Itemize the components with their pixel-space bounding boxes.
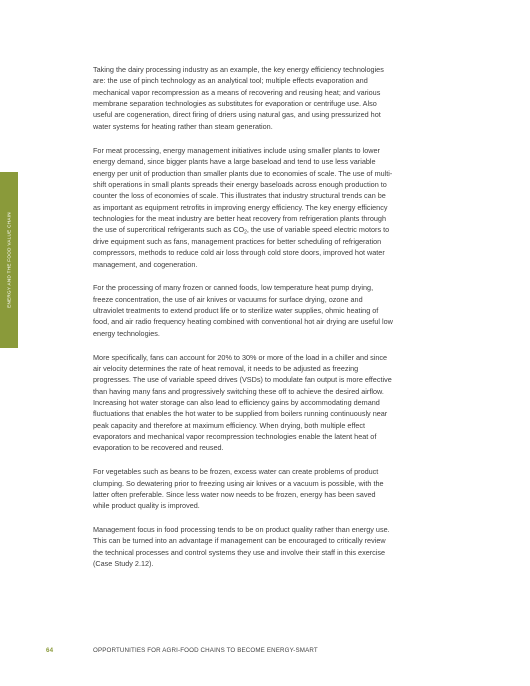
paragraph-dairy: Taking the dairy processing industry as an example, the key energy efficiency technologies are: the use of pinch technology as an analytical tool; multiple effects evaporation and mechanical vapor recompression as a means of recovering and reusing heat; and various membrane separation technologies as substitutes for evaporation or centrifuge use. Also useful are cogeneration, direct firing of driers using natural gas, and using pressurized hot water systems for heating rather than steam generation. [93,65,384,131]
paragraph-fans-chiller: More specifically, fans can account for 20% to 30% or more of the load in a chiller and since air velocity determines the rate of heat removal, it needs to be adjusted as freezing progresses. The use of variable speed drives (VSDs) to modulate fan output is more effective than having many fans and progressively switching these off to achieve the desired airflow. Increasing hot water storage can also lead to efficiency gains by accommodating demand fluctuations that enables the hot water to be supplied from boilers running continuously near peak capacity and therefore at maximum efficiency. When drying, both multiple effect evaporators and mechanical vapor recompression technologies enable the latent heat of evaporation to be recovered and reused. [93,352,392,453]
paragraph-meat-part2: , the use of variable speed electric motors to drive equipment such as fans, management practices for better scheduling of refrigeration compressors, methods to reduce cold air loss through cold store doors, improved hot water management, and cogeneration. [93,225,390,269]
body-text [93,64,394,582]
chapter-side-tab-label: ENERGY AND THE FOOD VALUE CHAIN [6,212,12,308]
paragraph-meat-part1: For meat processing, energy management initiatives include using smaller plants to lower energy demand, since bigger plants have a large baseload and tend to use less variable energy per unit of production than smaller plants due to economies of scale. The use of multi-shift operations in small plants spreads their energy baseloads across enough production to counter the loss of economies of scale. This illustrates that industry structural trends can be as important as equipment retrofits in improving energy efficiency. The key energy efficiency technologies for the meat industry are better heat recovery from refrigeration plants through the use of supercritical refrigerants such as CO [93,146,393,235]
co2-subscript: 2 [244,229,247,236]
page-number: 64 [46,647,54,654]
paragraph-meat [93,145,394,270]
running-title: OPPORTUNITIES FOR AGRI-FOOD CHAINS TO BECOME ENERGY-SMART [93,647,318,654]
paragraph-frozen-canned: For the processing of many frozen or canned foods, low temperature heat pump drying, freeze concentration, the use of air knives or vacuums for surface drying, ozone and ultraviolet treatments to extend product life or to sterilize water supplies, ohmic heating of food, and air radio frequency heating combined with conventional hot air drying are useful low energy technologies. [93,283,393,338]
paragraph-management: Management focus in food processing tends to be on product quality rather than energy use. This can be turned into an advantage if management can be encouraged to critically review the technical processes and control systems they use and involve their staff in this exercise (Case Study 2.12). [93,525,390,569]
paragraph-vegetables: For vegetables such as beans to be frozen, excess water can create problems of product clumping. So dewatering prior to freezing using air knives or a vacuum is possible, with the latter often preferable. Since less water now needs to be frozen, energy has been saved while product quality is improved. [93,467,384,511]
chapter-side-tab [0,172,18,348]
